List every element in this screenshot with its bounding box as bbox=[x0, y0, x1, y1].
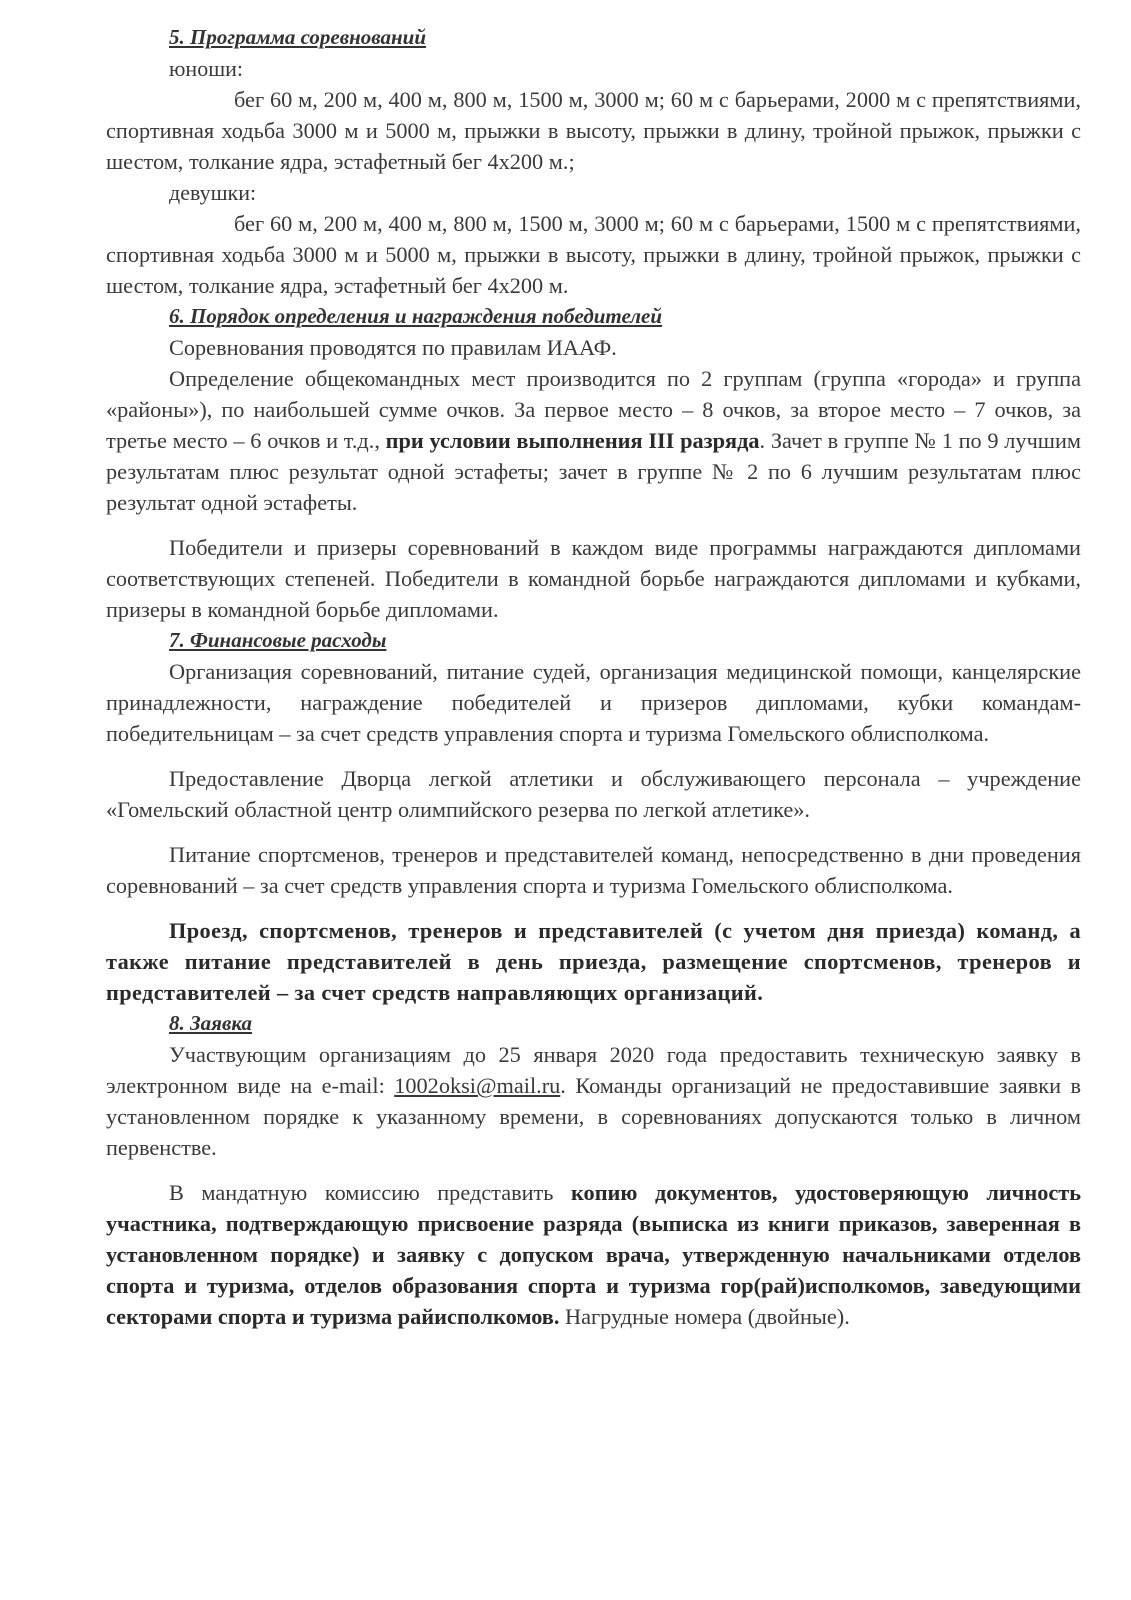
team-scoring-condition: при условии выполнения III разряда bbox=[385, 428, 760, 453]
team-scoring-text-a: Определение общекомандных мест производится по 2 группам (группа «города» и группа «районы»), по наибольшей сумме очков. За первое место – 8 очков, за второе место – 7 очков, за третье место – 6 очков и т.д., bbox=[106, 366, 1081, 453]
application-text-a: Участвующим организациям до 25 января 2020 года предоставить техническую заявку в электронном виде на e-mail: bbox=[106, 1042, 1081, 1098]
awards-paragraph: Победители и призеры соревнований в каждом виде программы награждаются дипломами соответствующих степеней. Победители в командной борьбе награждаются дипломами и кубками, призеры в командной борьбе дипломами. bbox=[106, 535, 1081, 622]
finance-paragraph-2: Предоставление Дворца легкой атлетики и обслуживающего персонала – учреждение «Гомельский областной центр олимпийского резерва по легкой атлетике». bbox=[106, 766, 1081, 822]
section-8-heading: 8. Заявка bbox=[169, 1011, 253, 1035]
commission-text-a: В мандатную комиссию представить bbox=[169, 1180, 571, 1205]
girls-program: бег 60 м, 200 м, 400 м, 800 м, 1500 м, 3000 м; 60 м с барьерами, 1500 м с препятствиями, спортивная ходьба 3000 м и 5000 м, прыжки в высоту, прыжки в длину, тройной прыжок, прыжки с шестом, толкание ядра, эстафетный бег 4х200 м. bbox=[106, 211, 1081, 298]
boys-label: юноши: bbox=[169, 56, 244, 81]
commission-text-b: Нагрудные номера (двойные). bbox=[559, 1304, 850, 1329]
email-link[interactable]: 1002oksi@mail.ru bbox=[394, 1073, 561, 1098]
boys-program: бег 60 м, 200 м, 400 м, 800 м, 1500 м, 3000 м; 60 м с барьерами, 2000 м с препятствиями, спортивная ходьба 3000 м и 5000 м, прыжки в высоту, прыжки в длину, тройной прыжок, прыжки с шестом, толкание ядра, эстафетный бег 4х200 м.; bbox=[106, 87, 1081, 174]
finance-paragraph-1: Организация соревнований, питание судей, организация медицинской помощи, канцелярские принадлежности, награждение победителей и призеров дипломами, кубки командам-победительницам – за счет средств управления спорта и туризма Гомельского облисполкома. bbox=[106, 659, 1081, 746]
commission-documents: копию документов, удостоверяющую личность участника, подтверждающую присвоение разряда (выписка из книги приказов, заверенная в установленном порядке) и заявку с допуском врача, утвержденную начальниками отделов спорта и туризма, отделов образования спорта и туризма гор(рай)исполкомов, заведующими секторами спорта и туризма райисполкомов. bbox=[106, 1180, 1081, 1329]
finance-paragraph-3: Питание спортсменов, тренеров и представителей команд, непосредственно в дни проведения соревнований – за счет средств управления спорта и туризма Гомельского облисполкома. bbox=[106, 842, 1081, 898]
rules-paragraph: Соревнования проводятся по правилам ИААФ. bbox=[169, 335, 617, 360]
application-paragraph-1 bbox=[106, 1039, 1081, 1163]
girls-label: девушки: bbox=[169, 180, 257, 205]
application-text-b: . Команды организаций не предоставившие заявки в установленном порядке к указанному времени, в соревнованиях допускаются только в личном первенстве. bbox=[106, 1073, 1081, 1160]
section-6-heading: 6. Порядок определения и награждения победителей bbox=[169, 304, 663, 328]
section-7-heading: 7. Финансовые расходы bbox=[169, 628, 387, 652]
finance-paragraph-4: Проезд, спортсменов, тренеров и представителей (с учетом дня приезда) команд, а также питание представителей в день приезда, размещение спортсменов, тренеров и представителей – за счет средств направляющих организаций. bbox=[106, 918, 1081, 1005]
team-scoring-text-b: . Зачет в группе № 1 по 9 лучшим результатам плюс результат одной эстафеты; зачет в группе № 2 по 6 лучшим результатам плюс результат одной эстафеты. bbox=[106, 428, 1082, 515]
application-paragraph-2 bbox=[106, 1177, 1081, 1332]
team-scoring-paragraph bbox=[106, 363, 1081, 518]
section-5-heading: 5. Программа соревнований bbox=[169, 25, 427, 49]
